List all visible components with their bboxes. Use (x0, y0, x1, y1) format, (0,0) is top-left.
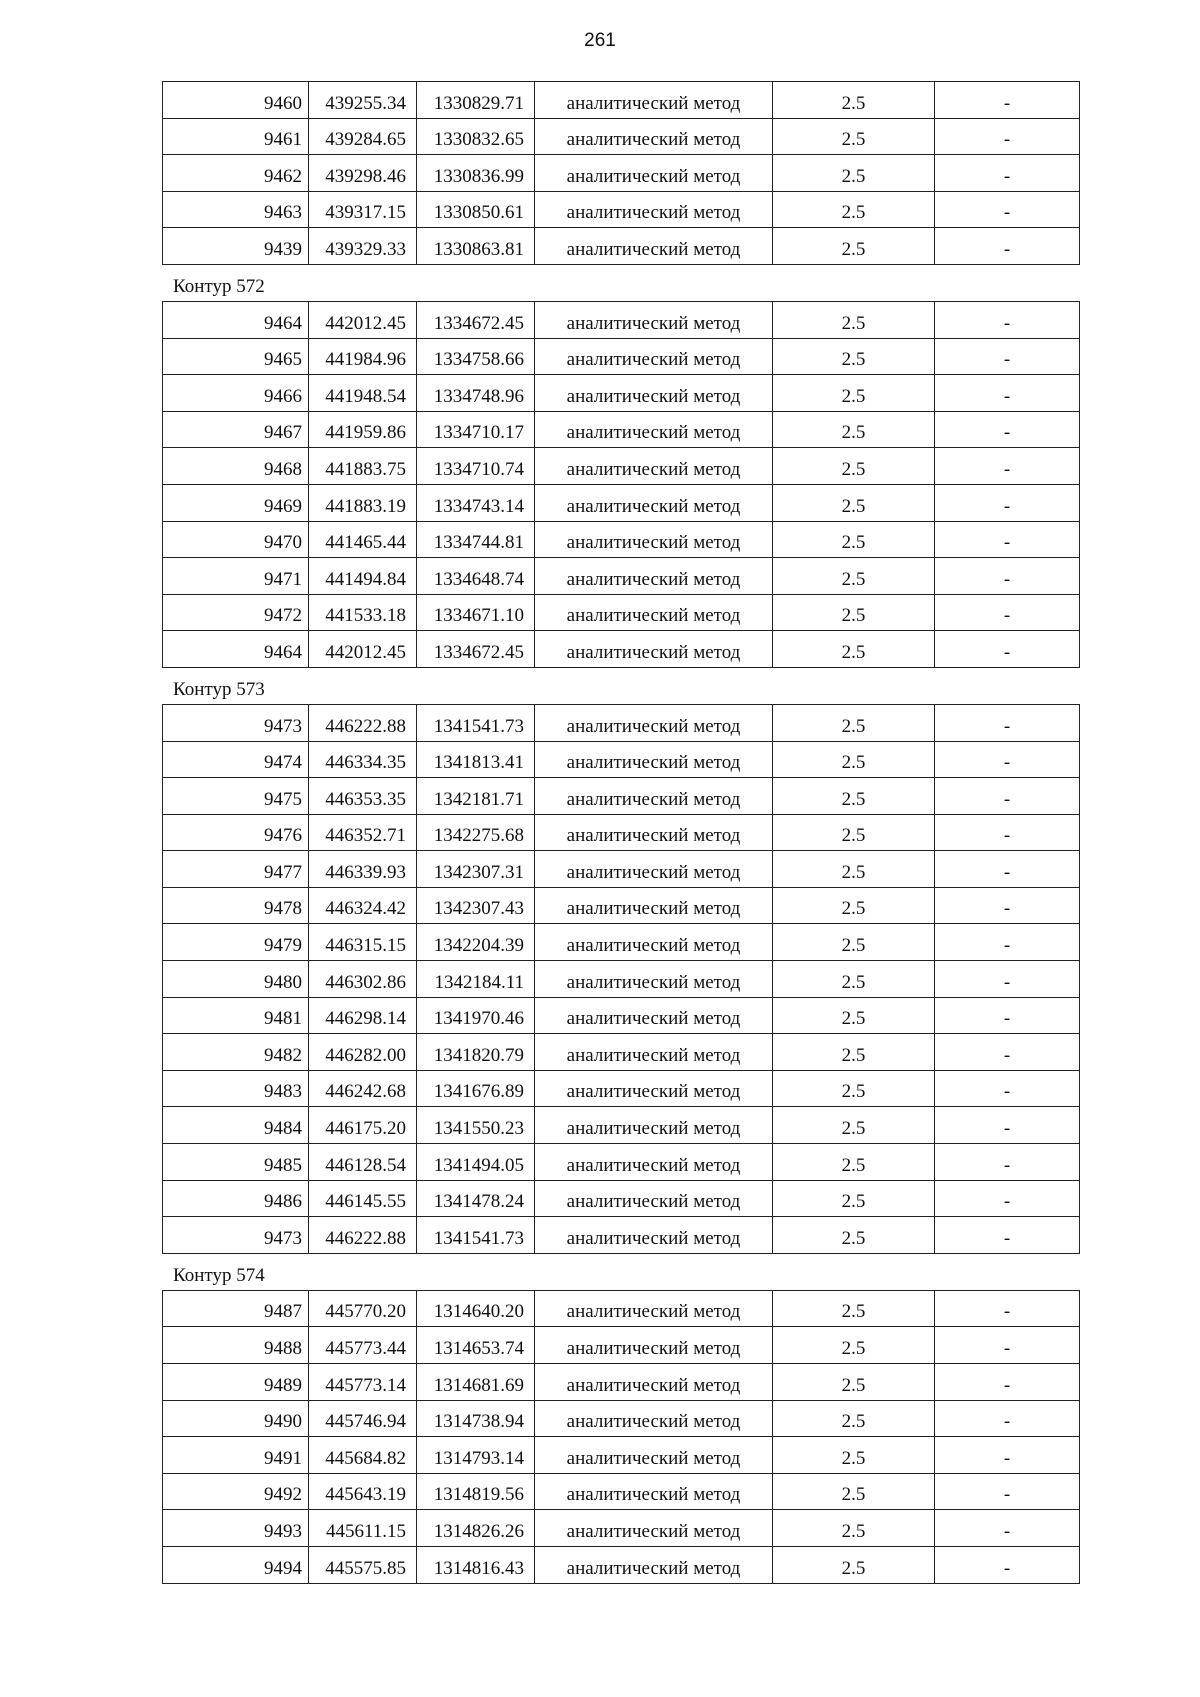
method-cell: аналитический метод (535, 631, 773, 668)
accuracy-cell: 2.5 (773, 448, 935, 485)
point-number-cell: 9481 (163, 997, 309, 1034)
accuracy-cell: 2.5 (773, 1144, 935, 1181)
accuracy-cell: 2.5 (773, 1217, 935, 1254)
method-cell: аналитический метод (535, 1400, 773, 1437)
y-coordinate-cell: 1334748.96 (417, 375, 535, 412)
y-coordinate-cell: 1342184.11 (417, 961, 535, 998)
y-coordinate-cell: 1341494.05 (417, 1144, 535, 1181)
description-cell: - (935, 961, 1080, 998)
x-coordinate-cell: 441883.19 (309, 484, 417, 521)
method-cell: аналитический метод (535, 558, 773, 595)
x-coordinate-cell: 439317.15 (309, 191, 417, 228)
y-coordinate-cell: 1314653.74 (417, 1327, 535, 1364)
table-row (163, 1070, 1080, 1107)
y-coordinate-cell: 1314738.94 (417, 1400, 535, 1437)
point-number-cell: 9482 (163, 1034, 309, 1071)
point-number-cell: 9465 (163, 338, 309, 375)
table-row (163, 961, 1080, 998)
description-cell: - (935, 924, 1080, 961)
table-row (163, 1510, 1080, 1547)
accuracy-cell: 2.5 (773, 1107, 935, 1144)
x-coordinate-cell: 445773.14 (309, 1364, 417, 1401)
accuracy-cell: 2.5 (773, 704, 935, 741)
y-coordinate-cell: 1341676.89 (417, 1070, 535, 1107)
table-row (163, 704, 1080, 741)
x-coordinate-cell: 446352.71 (309, 814, 417, 851)
accuracy-cell: 2.5 (773, 631, 935, 668)
x-coordinate-cell: 446324.42 (309, 887, 417, 924)
table-row (163, 851, 1080, 888)
accuracy-cell: 2.5 (773, 1034, 935, 1071)
contour-title: Контур 572 (173, 275, 265, 297)
accuracy-cell: 2.5 (773, 814, 935, 851)
description-cell: - (935, 448, 1080, 485)
description-cell: - (935, 704, 1080, 741)
table-row (163, 338, 1080, 375)
description-cell: - (935, 1546, 1080, 1583)
y-coordinate-cell: 1330829.71 (417, 82, 535, 119)
method-cell: аналитический метод (535, 521, 773, 558)
method-cell: аналитический метод (535, 411, 773, 448)
x-coordinate-cell: 445770.20 (309, 1290, 417, 1327)
table-row (163, 82, 1080, 119)
table-row (163, 1473, 1080, 1510)
method-cell: аналитический метод (535, 1070, 773, 1107)
method-cell: аналитический метод (535, 1437, 773, 1474)
description-cell: - (935, 155, 1080, 192)
description-cell: - (935, 558, 1080, 595)
table-row (163, 191, 1080, 228)
accuracy-cell: 2.5 (773, 558, 935, 595)
point-number-cell: 9471 (163, 558, 309, 595)
description-cell: - (935, 375, 1080, 412)
accuracy-cell: 2.5 (773, 375, 935, 412)
x-coordinate-cell: 439329.33 (309, 228, 417, 265)
method-cell: аналитический метод (535, 1327, 773, 1364)
y-coordinate-cell: 1341550.23 (417, 1107, 535, 1144)
x-coordinate-cell: 446298.14 (309, 997, 417, 1034)
table-row (163, 301, 1080, 338)
y-coordinate-cell: 1334758.66 (417, 338, 535, 375)
method-cell: аналитический метод (535, 338, 773, 375)
y-coordinate-cell: 1314640.20 (417, 1290, 535, 1327)
x-coordinate-cell: 445643.19 (309, 1473, 417, 1510)
y-coordinate-cell: 1334648.74 (417, 558, 535, 595)
accuracy-cell: 2.5 (773, 1546, 935, 1583)
accuracy-cell: 2.5 (773, 191, 935, 228)
method-cell: аналитический метод (535, 997, 773, 1034)
table-row (163, 924, 1080, 961)
method-cell: аналитический метод (535, 924, 773, 961)
method-cell: аналитический метод (535, 1546, 773, 1583)
table-row (163, 558, 1080, 595)
method-cell: аналитический метод (535, 1364, 773, 1401)
description-cell: - (935, 118, 1080, 155)
description-cell: - (935, 1217, 1080, 1254)
point-number-cell: 9461 (163, 118, 309, 155)
method-cell: аналитический метод (535, 118, 773, 155)
description-cell: - (935, 1400, 1080, 1437)
y-coordinate-cell: 1314816.43 (417, 1546, 535, 1583)
table-row (163, 887, 1080, 924)
page-number: 261 (584, 30, 616, 51)
x-coordinate-cell: 439298.46 (309, 155, 417, 192)
accuracy-cell: 2.5 (773, 155, 935, 192)
x-coordinate-cell: 441494.84 (309, 558, 417, 595)
method-cell: аналитический метод (535, 778, 773, 815)
y-coordinate-cell: 1341813.41 (417, 741, 535, 778)
point-number-cell: 9479 (163, 924, 309, 961)
x-coordinate-cell: 445773.44 (309, 1327, 417, 1364)
x-coordinate-cell: 445575.85 (309, 1546, 417, 1583)
description-cell: - (935, 1290, 1080, 1327)
y-coordinate-cell: 1342204.39 (417, 924, 535, 961)
table-row (163, 1144, 1080, 1181)
description-cell: - (935, 1144, 1080, 1181)
accuracy-cell: 2.5 (773, 1327, 935, 1364)
description-cell: - (935, 1510, 1080, 1547)
method-cell: аналитический метод (535, 1180, 773, 1217)
method-cell: аналитический метод (535, 448, 773, 485)
coordinates-table (162, 1290, 1080, 1584)
method-cell: аналитический метод (535, 961, 773, 998)
table-row (163, 814, 1080, 851)
description-cell: - (935, 82, 1080, 119)
method-cell: аналитический метод (535, 228, 773, 265)
y-coordinate-cell: 1330836.99 (417, 155, 535, 192)
description-cell: - (935, 1034, 1080, 1071)
point-number-cell: 9485 (163, 1144, 309, 1181)
method-cell: аналитический метод (535, 851, 773, 888)
description-cell: - (935, 228, 1080, 265)
method-cell: аналитический метод (535, 1473, 773, 1510)
point-number-cell: 9463 (163, 191, 309, 228)
method-cell: аналитический метод (535, 1290, 773, 1327)
description-cell: - (935, 1107, 1080, 1144)
point-number-cell: 9480 (163, 961, 309, 998)
description-cell: - (935, 997, 1080, 1034)
accuracy-cell: 2.5 (773, 1290, 935, 1327)
table-row (163, 1290, 1080, 1327)
table-row (163, 521, 1080, 558)
point-number-cell: 9494 (163, 1546, 309, 1583)
coordinates-table (162, 301, 1080, 668)
accuracy-cell: 2.5 (773, 521, 935, 558)
accuracy-cell: 2.5 (773, 924, 935, 961)
point-number-cell: 9488 (163, 1327, 309, 1364)
point-number-cell: 9472 (163, 594, 309, 631)
description-cell: - (935, 484, 1080, 521)
accuracy-cell: 2.5 (773, 851, 935, 888)
x-coordinate-cell: 439284.65 (309, 118, 417, 155)
y-coordinate-cell: 1314819.56 (417, 1473, 535, 1510)
table-row (163, 155, 1080, 192)
y-coordinate-cell: 1330850.61 (417, 191, 535, 228)
accuracy-cell: 2.5 (773, 961, 935, 998)
y-coordinate-cell: 1341970.46 (417, 997, 535, 1034)
method-cell: аналитический метод (535, 1144, 773, 1181)
table-row (163, 1217, 1080, 1254)
table-row (163, 741, 1080, 778)
description-cell: - (935, 594, 1080, 631)
description-cell: - (935, 1070, 1080, 1107)
y-coordinate-cell: 1341478.24 (417, 1180, 535, 1217)
description-cell: - (935, 411, 1080, 448)
method-cell: аналитический метод (535, 814, 773, 851)
point-number-cell: 9473 (163, 1217, 309, 1254)
description-cell: - (935, 741, 1080, 778)
accuracy-cell: 2.5 (773, 1070, 935, 1107)
description-cell: - (935, 1364, 1080, 1401)
y-coordinate-cell: 1342307.31 (417, 851, 535, 888)
method-cell: аналитический метод (535, 484, 773, 521)
x-coordinate-cell: 445746.94 (309, 1400, 417, 1437)
accuracy-cell: 2.5 (773, 778, 935, 815)
y-coordinate-cell: 1342181.71 (417, 778, 535, 815)
method-cell: аналитический метод (535, 594, 773, 631)
method-cell: аналитический метод (535, 155, 773, 192)
table-row (163, 118, 1080, 155)
table-row (163, 411, 1080, 448)
table-row (163, 1034, 1080, 1071)
point-number-cell: 9475 (163, 778, 309, 815)
point-number-cell: 9462 (163, 155, 309, 192)
x-coordinate-cell: 446282.00 (309, 1034, 417, 1071)
table-row (163, 1437, 1080, 1474)
description-cell: - (935, 887, 1080, 924)
y-coordinate-cell: 1314793.14 (417, 1437, 535, 1474)
x-coordinate-cell: 446315.15 (309, 924, 417, 961)
x-coordinate-cell: 446353.35 (309, 778, 417, 815)
description-cell: - (935, 1180, 1080, 1217)
accuracy-cell: 2.5 (773, 82, 935, 119)
table-row (163, 484, 1080, 521)
table-row (163, 1180, 1080, 1217)
x-coordinate-cell: 441959.86 (309, 411, 417, 448)
table-row (163, 631, 1080, 668)
method-cell: аналитический метод (535, 1034, 773, 1071)
accuracy-cell: 2.5 (773, 1180, 935, 1217)
point-number-cell: 9490 (163, 1400, 309, 1437)
point-number-cell: 9491 (163, 1437, 309, 1474)
method-cell: аналитический метод (535, 887, 773, 924)
contour-title: Контур 574 (173, 1264, 265, 1286)
y-coordinate-cell: 1334671.10 (417, 594, 535, 631)
y-coordinate-cell: 1334743.14 (417, 484, 535, 521)
method-cell: аналитический метод (535, 1510, 773, 1547)
x-coordinate-cell: 441883.75 (309, 448, 417, 485)
point-number-cell: 9466 (163, 375, 309, 412)
x-coordinate-cell: 446175.20 (309, 1107, 417, 1144)
y-coordinate-cell: 1334744.81 (417, 521, 535, 558)
point-number-cell: 9473 (163, 704, 309, 741)
table-row (163, 778, 1080, 815)
table-row (163, 1364, 1080, 1401)
method-cell: аналитический метод (535, 741, 773, 778)
description-cell: - (935, 301, 1080, 338)
y-coordinate-cell: 1341541.73 (417, 1217, 535, 1254)
point-number-cell: 9492 (163, 1473, 309, 1510)
accuracy-cell: 2.5 (773, 887, 935, 924)
point-number-cell: 9493 (163, 1510, 309, 1547)
point-number-cell: 9486 (163, 1180, 309, 1217)
accuracy-cell: 2.5 (773, 1473, 935, 1510)
point-number-cell: 9460 (163, 82, 309, 119)
coordinate-tables (162, 81, 1079, 1584)
x-coordinate-cell: 445611.15 (309, 1510, 417, 1547)
accuracy-cell: 2.5 (773, 338, 935, 375)
accuracy-cell: 2.5 (773, 228, 935, 265)
x-coordinate-cell: 446339.93 (309, 851, 417, 888)
x-coordinate-cell: 441533.18 (309, 594, 417, 631)
accuracy-cell: 2.5 (773, 997, 935, 1034)
point-number-cell: 9474 (163, 741, 309, 778)
x-coordinate-cell: 441948.54 (309, 375, 417, 412)
point-number-cell: 9468 (163, 448, 309, 485)
description-cell: - (935, 631, 1080, 668)
accuracy-cell: 2.5 (773, 1437, 935, 1474)
point-number-cell: 9439 (163, 228, 309, 265)
x-coordinate-cell: 446128.54 (309, 1144, 417, 1181)
point-number-cell: 9477 (163, 851, 309, 888)
description-cell: - (935, 1437, 1080, 1474)
y-coordinate-cell: 1330832.65 (417, 118, 535, 155)
table-row (163, 594, 1080, 631)
description-cell: - (935, 778, 1080, 815)
x-coordinate-cell: 442012.45 (309, 301, 417, 338)
accuracy-cell: 2.5 (773, 411, 935, 448)
method-cell: аналитический метод (535, 1217, 773, 1254)
table-row (163, 375, 1080, 412)
description-cell: - (935, 1473, 1080, 1510)
x-coordinate-cell: 446302.86 (309, 961, 417, 998)
method-cell: аналитический метод (535, 191, 773, 228)
table-row (163, 1546, 1080, 1583)
accuracy-cell: 2.5 (773, 301, 935, 338)
point-number-cell: 9487 (163, 1290, 309, 1327)
description-cell: - (935, 191, 1080, 228)
accuracy-cell: 2.5 (773, 484, 935, 521)
y-coordinate-cell: 1314826.26 (417, 1510, 535, 1547)
point-number-cell: 9470 (163, 521, 309, 558)
y-coordinate-cell: 1330863.81 (417, 228, 535, 265)
contour-title: Контур 573 (173, 678, 265, 700)
method-cell: аналитический метод (535, 704, 773, 741)
table-row (163, 228, 1080, 265)
point-number-cell: 9467 (163, 411, 309, 448)
x-coordinate-cell: 441465.44 (309, 521, 417, 558)
y-coordinate-cell: 1334710.74 (417, 448, 535, 485)
accuracy-cell: 2.5 (773, 1364, 935, 1401)
y-coordinate-cell: 1342307.43 (417, 887, 535, 924)
accuracy-cell: 2.5 (773, 741, 935, 778)
point-number-cell: 9483 (163, 1070, 309, 1107)
point-number-cell: 9476 (163, 814, 309, 851)
point-number-cell: 9464 (163, 301, 309, 338)
table-row (163, 1400, 1080, 1437)
description-cell: - (935, 814, 1080, 851)
accuracy-cell: 2.5 (773, 1510, 935, 1547)
y-coordinate-cell: 1334710.17 (417, 411, 535, 448)
point-number-cell: 9484 (163, 1107, 309, 1144)
table-row (163, 448, 1080, 485)
description-cell: - (935, 338, 1080, 375)
y-coordinate-cell: 1342275.68 (417, 814, 535, 851)
method-cell: аналитический метод (535, 82, 773, 119)
x-coordinate-cell: 441984.96 (309, 338, 417, 375)
method-cell: аналитический метод (535, 1107, 773, 1144)
table-row (163, 1327, 1080, 1364)
x-coordinate-cell: 446222.88 (309, 704, 417, 741)
x-coordinate-cell: 445684.82 (309, 1437, 417, 1474)
y-coordinate-cell: 1334672.45 (417, 631, 535, 668)
description-cell: - (935, 521, 1080, 558)
x-coordinate-cell: 442012.45 (309, 631, 417, 668)
x-coordinate-cell: 446222.88 (309, 1217, 417, 1254)
accuracy-cell: 2.5 (773, 594, 935, 631)
description-cell: - (935, 1327, 1080, 1364)
method-cell: аналитический метод (535, 301, 773, 338)
point-number-cell: 9469 (163, 484, 309, 521)
point-number-cell: 9478 (163, 887, 309, 924)
point-number-cell: 9489 (163, 1364, 309, 1401)
point-number-cell: 9464 (163, 631, 309, 668)
coordinates-table (162, 704, 1080, 1254)
x-coordinate-cell: 446145.55 (309, 1180, 417, 1217)
description-cell: - (935, 851, 1080, 888)
y-coordinate-cell: 1334672.45 (417, 301, 535, 338)
accuracy-cell: 2.5 (773, 118, 935, 155)
x-coordinate-cell: 446334.35 (309, 741, 417, 778)
table-row (163, 997, 1080, 1034)
y-coordinate-cell: 1341820.79 (417, 1034, 535, 1071)
coordinates-table (162, 81, 1080, 265)
x-coordinate-cell: 446242.68 (309, 1070, 417, 1107)
y-coordinate-cell: 1314681.69 (417, 1364, 535, 1401)
method-cell: аналитический метод (535, 375, 773, 412)
y-coordinate-cell: 1341541.73 (417, 704, 535, 741)
table-row (163, 1107, 1080, 1144)
x-coordinate-cell: 439255.34 (309, 82, 417, 119)
accuracy-cell: 2.5 (773, 1400, 935, 1437)
